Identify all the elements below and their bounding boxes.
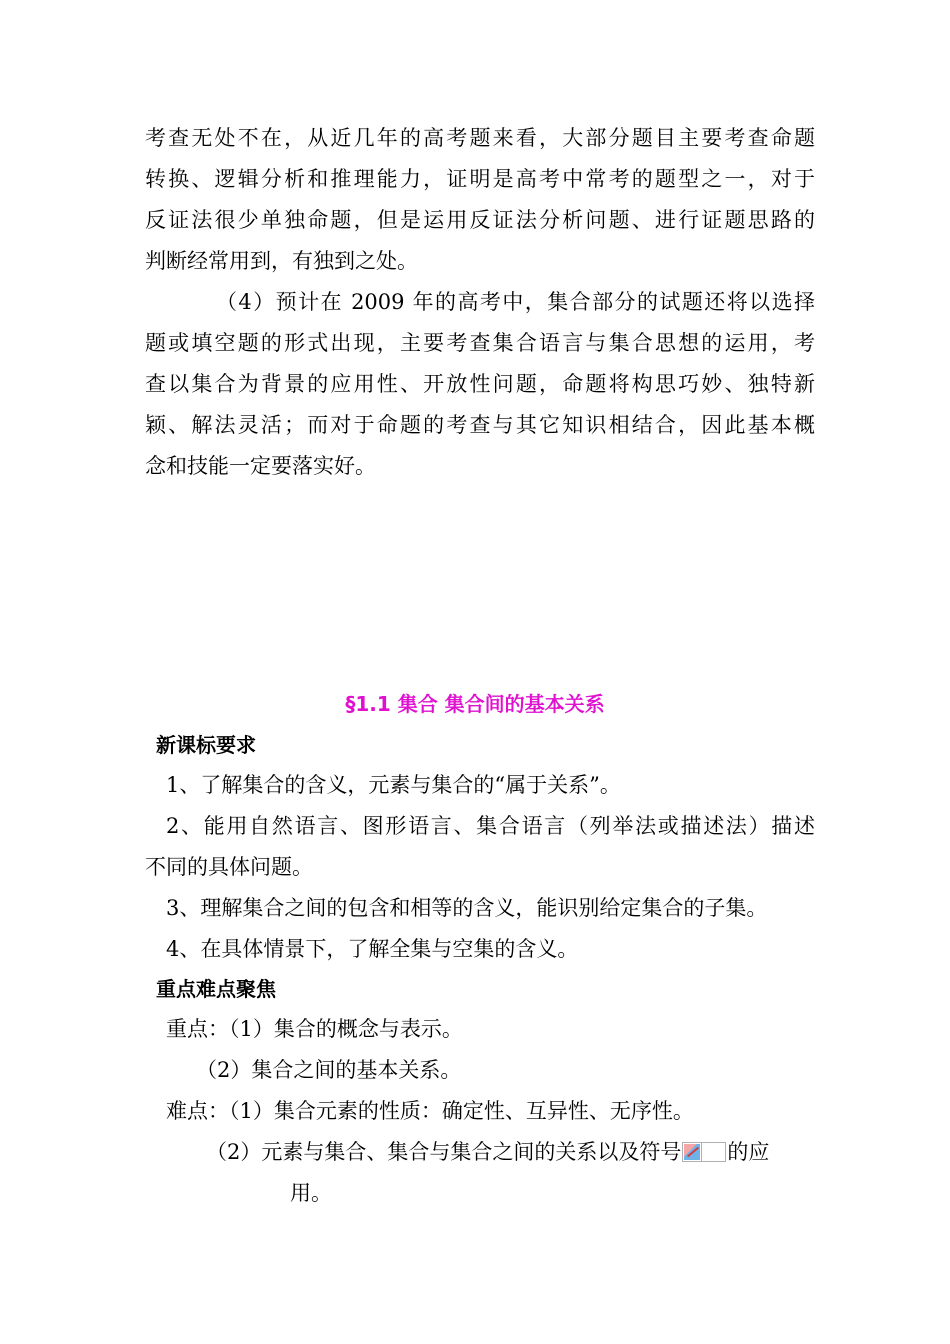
difficulties-line-2-tail: 的应 <box>727 1140 770 1164</box>
forecast-line-1: （4）预计在 2009 年的高考中，集合部分的试题还将以选择 <box>216 290 815 314</box>
focus-heading: 重点难点聚焦 <box>156 977 276 1001</box>
intro-line-3: 反证法很少单独命题，但是运用反证法分析问题、进行证题思路的 <box>145 208 815 232</box>
forecast-line-5: 念和技能一定要落实好。 <box>145 454 376 478</box>
forecast-line-4: 颖、解法灵活；而对于命题的考查与其它知识相结合，因此基本概 <box>145 413 815 437</box>
requirement-item-2-cont: 不同的具体问题。 <box>145 855 313 879</box>
key-points-line-1: 重点：（1）集合的概念与表示。 <box>166 1017 463 1041</box>
forecast-line-2: 题或填空题的形式出现，主要考查集合语言与集合思想的运用，考 <box>145 331 815 355</box>
requirement-item-1: 1、了解集合的含义，元素与集合的“属于关系”。 <box>166 773 621 797</box>
intro-line-4: 判断经常用到，有独到之处。 <box>145 249 418 273</box>
section-title: §1.1 集合 集合间的基本关系 <box>345 692 605 716</box>
broken-image-icon <box>682 1142 726 1162</box>
forecast-line-3: 查以集合为背景的应用性、开放性问题，命题将构思巧妙、独特新 <box>145 372 815 396</box>
requirement-item-4: 4、在具体情景下，了解全集与空集的含义。 <box>166 937 579 961</box>
requirement-item-3: 3、理解集合之间的包含和相等的含义，能识别给定集合的子集。 <box>166 896 768 920</box>
difficulties-line-1: 难点：（1）集合元素的性质：确定性、互异性、无序性。 <box>166 1099 694 1123</box>
intro-line-2: 转换、逻辑分析和推理能力，证明是高考中常考的题型之一，对于 <box>145 167 815 191</box>
requirement-item-2: 2、能用自然语言、图形语言、集合语言（列举法或描述法）描述 <box>166 814 815 838</box>
intro-line-1: 考查无处不在，从近几年的高考题来看，大部分题目主要考查命题 <box>145 126 815 150</box>
key-points-line-2: （2）集合之间的基本关系。 <box>196 1058 462 1082</box>
requirements-heading: 新课标要求 <box>156 733 256 757</box>
difficulties-line-2-text: （2）元素与集合、集合与集合之间的关系以及符号 <box>206 1140 682 1164</box>
difficulties-line-2-cont: 用。 <box>290 1181 332 1205</box>
difficulties-line-2 <box>206 1137 815 1167</box>
